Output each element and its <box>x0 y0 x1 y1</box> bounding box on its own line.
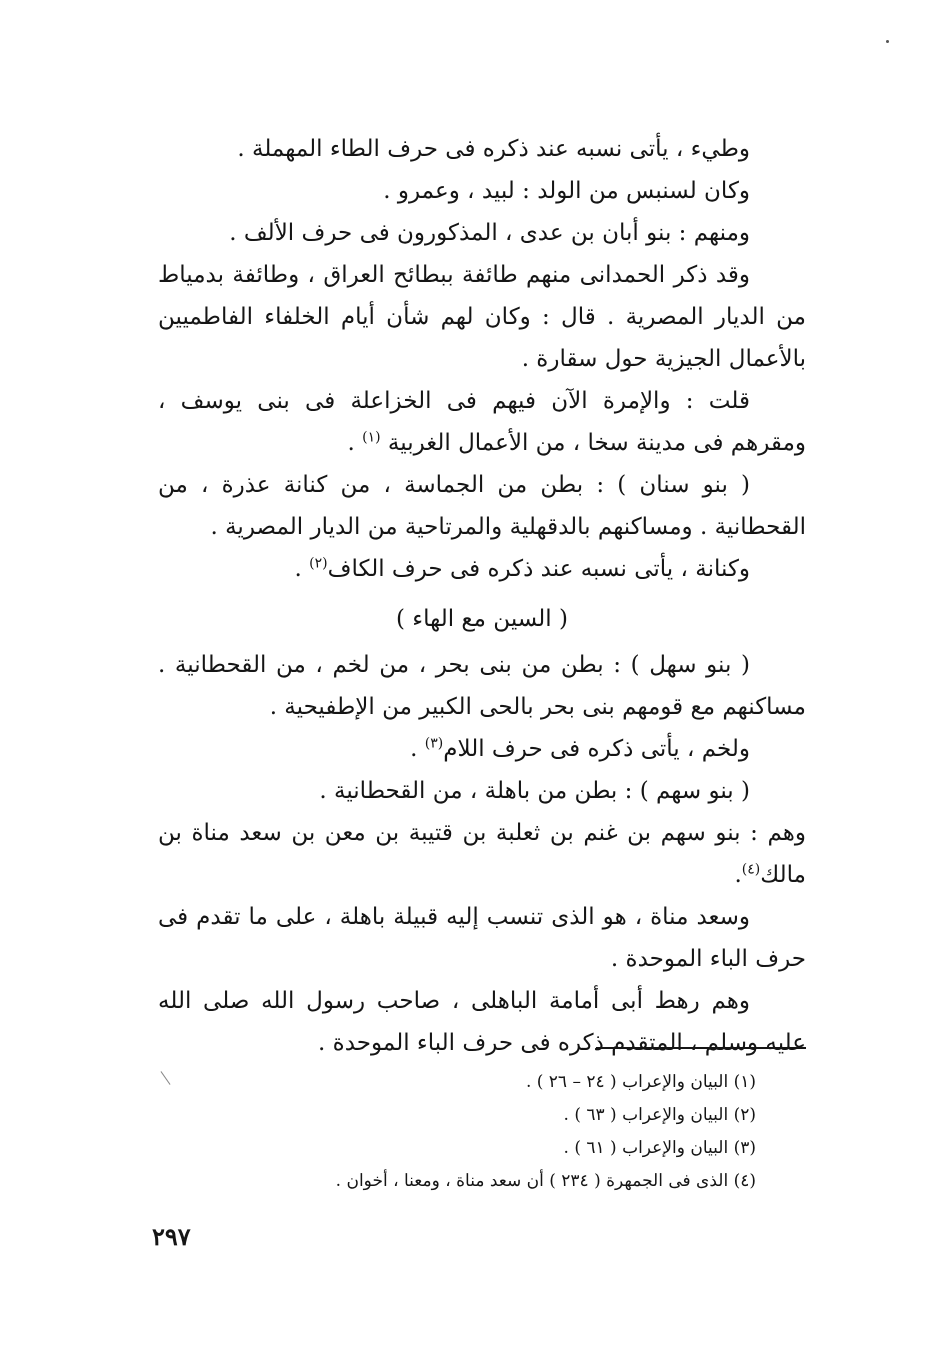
footnote-ref-4: (٤) <box>741 861 761 878</box>
paragraph-12: وسعد مناة ، هو الذى تنسب إليه قبيلة باهلة ، على ما تقدم فى حرف الباء الموحدة . <box>158 904 806 972</box>
margin-pencil-mark <box>161 1071 171 1085</box>
paragraph-11-text: وهم : بنو سهم بن غنم بن ثعلبة بن قتيبة بن معن بن سعد مناة بن مالك <box>158 820 806 888</box>
paragraph-3: ومنهم : بنو أبان بن عدى ، المذكورون فى حرف الألف . <box>229 220 750 246</box>
footnote-ref-1: (١) <box>362 429 381 446</box>
paragraph-10: ( بنو سهم ) : بطن من باهلة ، من القحطانية . <box>319 778 750 804</box>
paragraph-5-end: . <box>347 430 363 456</box>
scan-speck <box>886 40 889 43</box>
footnote-3: (٣) البيان والإعراب ( ٦١ ) . <box>563 1138 756 1158</box>
footnote-2: (٢) البيان والإعراب ( ٦٣ ) . <box>563 1105 756 1125</box>
paragraph-11-end: . <box>734 862 742 888</box>
paragraph-9 <box>158 728 806 770</box>
footnote-4: (٤) الذى فى الجمهرة ( ٢٣٤ ) أن سعد مناة ، ومعنا ، أخوان . <box>335 1171 756 1191</box>
paragraph-11 <box>158 812 806 896</box>
paragraph-9-text: ولخم ، يأتى ذكره فى حرف اللام <box>443 736 750 762</box>
page-number: ٢٩٧ <box>152 1222 191 1251</box>
section-heading: ( السين مع الهاء ) <box>396 606 568 632</box>
paragraph-1: وطيء ، يأتى نسبه عند ذكره فى حرف الطاء المهملة . <box>237 136 750 162</box>
paragraph-7 <box>158 548 806 590</box>
paragraph-7-end: . <box>294 556 310 582</box>
paragraph-7-text: وكنانة ، يأتى نسبه عند ذكره فى حرف الكاف <box>327 556 750 582</box>
paragraph-4: وقد ذكر الحمدانى منهم طائفة ببطائح العراق ، وطائفة بدمياط من الديار المصرية . قال : وكان لهم شأن أيام الخلفاء الفاطميين بالأعمال الجيزية حول سقارة . <box>158 262 806 372</box>
footnote-ref-3: (٣) <box>424 735 444 752</box>
footnote-ref-2: (٢) <box>309 555 328 572</box>
paragraph-2: وكان لسنبس من الولد : لبيد ، وعمرو . <box>383 178 750 204</box>
paragraph-5-text: قلت : والإمرة الآن فيهم فى الخزاعلة فى بنى يوسف ، ومقرهم فى مدينة سخا ، من الأعمال الغربية <box>158 388 806 456</box>
paragraph-8: ( بنو سهل ) : بطن من بنى بحر ، من لخم ، من القحطانية . مساكنهم مع قومهم بنى بحر بالحى الكبير من الإطفيحية . <box>158 652 806 720</box>
main-text <box>158 128 806 1064</box>
footnote-divider <box>596 1047 806 1049</box>
paragraph-5 <box>158 380 806 464</box>
paragraph-13: وهم رهط أبى أمامة الباهلى ، صاحب رسول الله صلى الله عليه وسلم ، المتقدم ذكره فى حرف الباء الموحدة . <box>158 988 806 1056</box>
paragraph-6: ( بنو سنان ) : بطن من الجماسة ، من كنانة عذرة ، من القحطانية . ومساكنهم بالدقهلية والمرتاحية من الديار المصرية . <box>158 472 806 540</box>
footnotes <box>300 1066 756 1198</box>
footnote-1: (١) البيان والإعراب ( ٢٤ – ٢٦ ) . <box>525 1072 756 1092</box>
paragraph-9-end: . <box>410 736 425 762</box>
